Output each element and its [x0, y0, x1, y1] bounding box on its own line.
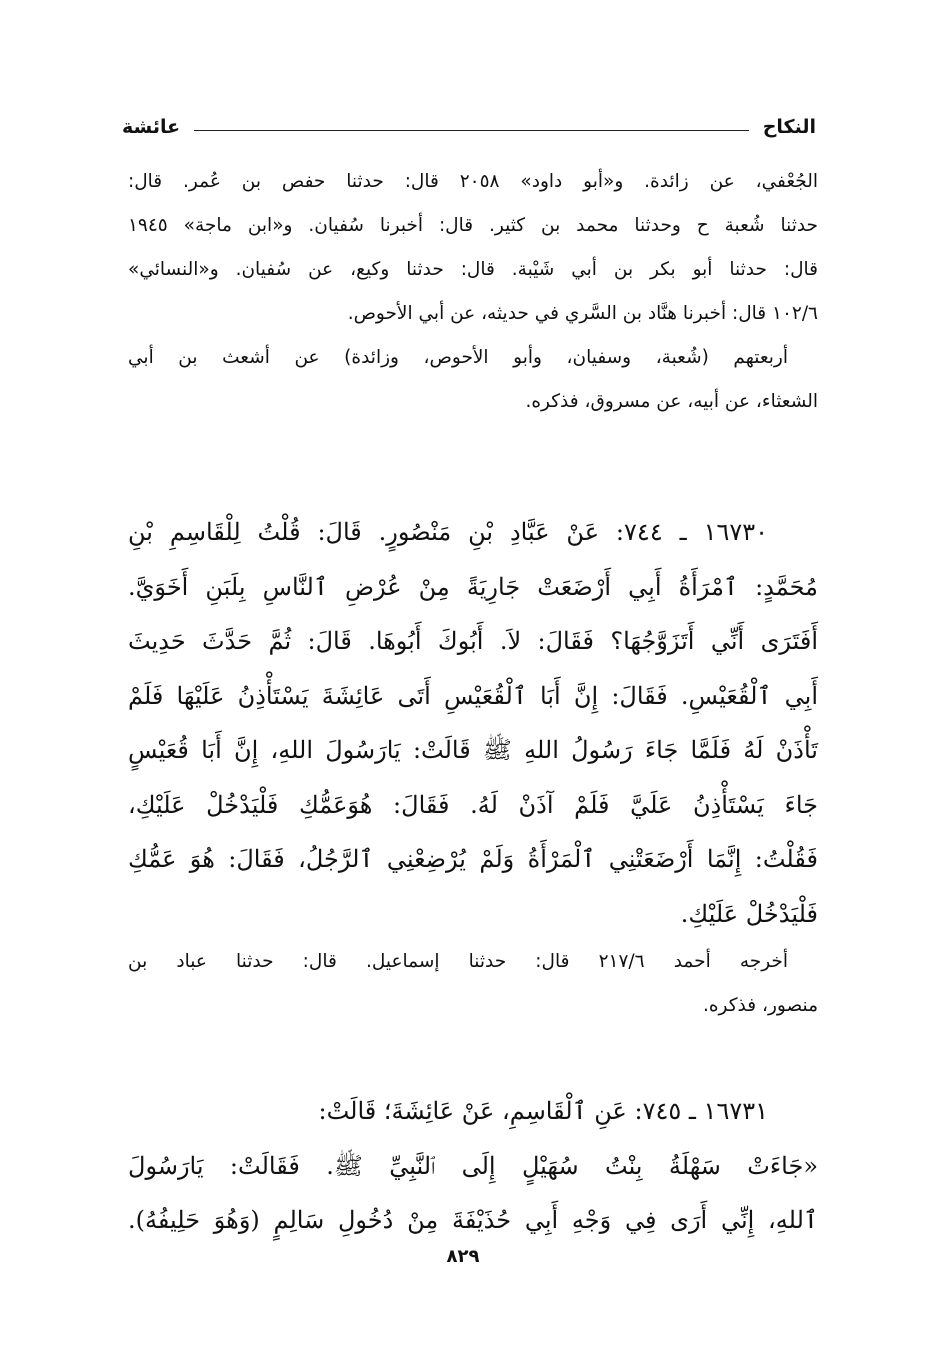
takhrij-16730 [128, 940, 818, 1028]
header-section-title: عائشة [122, 116, 181, 138]
header-chapter-title: النكاح [762, 116, 816, 138]
text-line: أَبِي ٱلْقُعَيْسِ. فَقَالَ: إِنَّ أَبَا ٱلْقُعَيْسِ أَتَى عَائِشَةَ يَسْتَأْذِنُ عَلَيْهَا فَلَمْ [128, 681, 818, 710]
text-line: ١٦٧٣١ ـ ٧٤٥: عَنِ ٱلْقَاسِمِ، عَنْ عَائِشَةَ؛ قَالَتْ: [318, 1097, 768, 1125]
header-rule [194, 130, 749, 131]
running-header [122, 112, 816, 142]
text-line: قال: حدثنا أبو بكر بن أبي شَيْبة. قال: حدثنا وكيع، عن سُفيان. و«النسائي» [128, 259, 818, 280]
footnote-top [128, 160, 818, 424]
text-line: ١٠٢/٦ قال: أخبرنا هنَّاد بن السَّري في حديثه، عن أبي الأحوص. [347, 303, 818, 324]
text-line: منصور، فذكره. [702, 995, 818, 1016]
text-line: أخرجه أحمد ٢١٧/٦ قال: حدثنا إسماعيل. قال: حدثنا عباد بن [128, 951, 788, 972]
text-line: أربعتهم (شُعبة، وسفيان، وأبو الأحوص، وزائدة) عن أشعث بن أبي [128, 347, 788, 368]
text-line: ٱللهِ، إِنِّي أَرَى فِي وَجْهِ أَبِي حُذَيْفَةَ مِنْ دُخُولِ سَالِمٍ (وَهُوَ حَلِيفُهُ). [128, 1206, 818, 1234]
text-line: تَأْذَنْ لَهُ فَلَمَّا جَاءَ رَسُولُ اللهِ ﷺ قَالَتْ: يَارَسُولَ اللهِ، إِنَّ أَبَا قُعَيْسٍ [128, 736, 818, 764]
text-line: فَقُلْتُ: إِنَّمَا أَرْضَعَتْنِي ٱلْمَرْأَةُ وَلَمْ يُرْضِعْنِي ٱلرَّجُلُ، فَقَالَ: هُوَ عَمُّكِ [128, 845, 818, 873]
text-line: ١٦٧٣٠ ـ ٧٤٤: عَنْ عَبَّادِ بْنِ مَنْصُورٍ. قَالَ: قُلْتُ لِلْقَاسِمِ بْنِ [128, 518, 769, 546]
text-line: الشعثاء، عن أبيه، عن مسروق، فذكره. [525, 391, 818, 412]
hadith-16730 [128, 505, 818, 941]
page-number: ٨٢٩ [446, 1246, 480, 1267]
text-line: فَلْيَدْخُلْ عَلَيْكِ. [680, 899, 818, 928]
text-line: جَاءَ يَسْتَأْذِنُ عَلَيَّ فَلَمْ آذَنْ لَهُ. فَقَالَ: هُوَعَمُّكِ فَلْيَدْخُلْ عَلَيْكِ، [128, 790, 818, 819]
text-line: أَفَتَرَى أَنِّي أَتَزَوَّجُهَا؟ فَقَالَ: لاَ. أَبُوكَ أَبُوهَا. قَالَ: ثُمَّ حَدَّثَ حَدِيثَ [128, 627, 818, 655]
text-line: الجُعْفي، عن زائدة. و«أبو داود» ٢٠٥٨ قال: حدثنا حفص بن عُمر. قال: [128, 171, 818, 192]
text-line: «جَاءَتْ سَهْلَةُ بِنْتُ سُهَيْلٍ إِلَى ٱلنَّبِيِّ ﷺ. فَقَالَتْ: يَارَسُولَ [128, 1151, 818, 1180]
text-line: مُحَمَّدٍ: ٱمْرَأَةُ أَبِي أَرْضَعَتْ جَارِيَةً مِنْ عُرْضِ ٱلنَّاسِ بِلَبَنِ أَخَوَيَّ. [128, 572, 818, 601]
text-line: حدثنا شُعبة ح وحدثنا محمد بن كثير. قال: أخبرنا سُفيان. و«ابن ماجة» ١٩٤٥ [128, 215, 818, 236]
hadith-16731 [128, 1084, 818, 1248]
